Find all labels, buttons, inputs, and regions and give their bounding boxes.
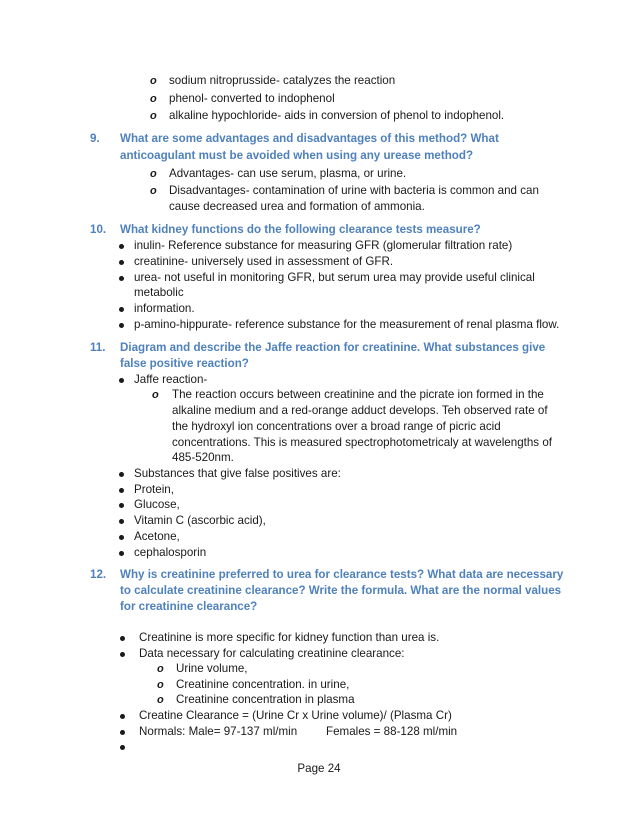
bullet — [120, 745, 125, 750]
list-item: Protein, — [134, 483, 174, 496]
bullet — [119, 551, 124, 556]
bullet — [119, 472, 124, 477]
paragraph-line: the hydroxyl ion concentrations over a broad range of picric acid — [172, 420, 501, 433]
sub-bullet: o — [150, 75, 157, 87]
list-item: Data necessary for calculating creatinine clearance: — [139, 647, 405, 660]
list-item: Acetone, — [134, 530, 180, 543]
list-item: Females = 88-128 ml/min — [326, 725, 458, 738]
list-item: alkaline hypochloride- aids in conversion of phenol to indophenol. — [169, 109, 505, 122]
list-item: Disadvantages- contamination of urine with bacteria is common and can — [169, 184, 539, 197]
list-item: Creatinine is more specific for kidney function than urea is. — [139, 631, 440, 644]
list-item-continuation: metabolic — [134, 286, 184, 299]
bullet — [119, 260, 124, 265]
list-item: Normals: Male= 97-137 ml/min — [139, 725, 298, 738]
sub-bullet: o — [150, 185, 157, 197]
sub-bullet: o — [157, 679, 164, 691]
list-item: creatinine- universely used in assessment of GFR. — [134, 255, 394, 268]
page-number: Page 24 — [297, 762, 341, 775]
paragraph-line: 485-520nm. — [172, 451, 234, 464]
list-item: Creatine Clearance = (Urine Cr x Urine volume)/ (Plasma Cr) — [139, 709, 452, 722]
bullet — [120, 652, 125, 657]
list-item: Advantages- can use serum, plasma, or urine. — [169, 167, 407, 180]
bullet — [119, 503, 124, 508]
sub-list-item: Creatinine concentration in plasma — [176, 693, 355, 706]
paragraph-line: concentrations. This is measured spectrophotometricaly at wavelengths of — [172, 436, 552, 449]
sub-bullet: o — [150, 168, 157, 180]
question-number: 12. — [90, 568, 107, 581]
sub-list-item: Creatinine concentration. in urine, — [176, 678, 350, 691]
list-item: phenol- converted to indophenol — [169, 92, 335, 105]
sub-bullet: o — [150, 93, 157, 105]
list-item: sodium nitroprusside- catalyzes the reaction — [169, 74, 396, 87]
paragraph-line: alkaline medium and a red-orange adduct develops. Teh observed rate of — [172, 404, 548, 417]
list-item: Vitamin C (ascorbic acid), — [134, 514, 266, 527]
sub-bullet: o — [152, 389, 159, 401]
bullet — [119, 378, 124, 383]
bullet — [119, 323, 124, 328]
list-item-continuation: cause decreased urea and formation of ammonia. — [169, 200, 425, 213]
question-number: 11. — [90, 341, 106, 354]
list-item: Glucose, — [134, 498, 180, 511]
sub-bullet: o — [157, 694, 164, 706]
bullet — [120, 714, 125, 719]
question-text: for creatinine clearance? — [120, 600, 258, 613]
question-text: false positive reaction? — [120, 357, 249, 370]
question-text: Why is creatinine preferred to urea for clearance tests? What data are necessary — [120, 568, 564, 581]
bullet — [120, 636, 125, 641]
list-item: Substances that give false positives are: — [134, 467, 341, 480]
bullet — [119, 307, 124, 312]
paragraph-line: The reaction occurs between creatinine and the picrate ion formed in the — [172, 388, 544, 401]
bullet — [119, 276, 124, 281]
bullet — [119, 535, 124, 540]
question-text: What kidney functions do the following clearance tests measure? — [120, 223, 481, 236]
list-item: cephalosporin — [134, 546, 207, 559]
bullet — [119, 488, 124, 493]
list-item: information. — [134, 302, 195, 315]
bullet — [119, 519, 124, 524]
sub-bullet: o — [157, 663, 164, 675]
list-item: urea- not useful in monitoring GFR, but serum urea may provide useful clinical — [134, 271, 535, 284]
bullet — [120, 730, 125, 735]
question-number: 9. — [90, 132, 100, 145]
list-item: Jaffe reaction- — [134, 373, 208, 386]
sub-list-item: Urine volume, — [176, 662, 248, 675]
list-item: p-amino-hippurate- reference substance for the measurement of renal plasma flow. — [134, 318, 560, 331]
sub-bullet: o — [150, 110, 157, 122]
question-number: 10. — [90, 223, 107, 236]
question-text: anticoagulant must be avoided when using any urease method? — [120, 149, 474, 162]
question-text: What are some advantages and disadvantages of this method? What — [120, 132, 499, 145]
question-text: Diagram and describe the Jaffe reaction for creatinine. What substances give — [120, 341, 546, 354]
list-item: inulin- Reference substance for measuring GFR (glomerular filtration rate) — [134, 239, 513, 252]
bullet — [119, 244, 124, 249]
question-text: to calculate creatinine clearance? Write the formula. What are the normal values — [120, 584, 562, 597]
